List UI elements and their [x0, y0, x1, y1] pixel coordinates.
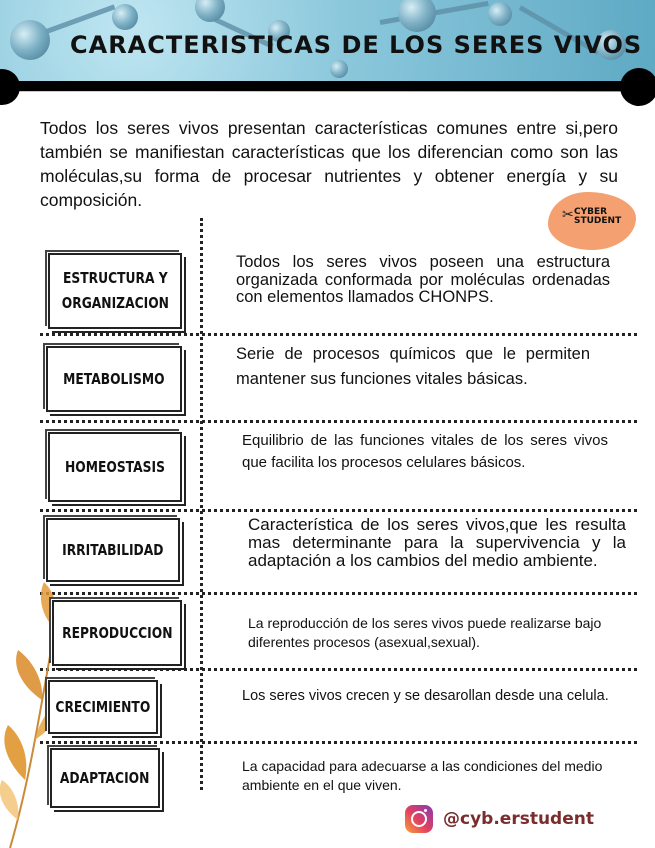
row-label: IRRITABILIDAD: [62, 540, 164, 559]
row-divider: [40, 741, 637, 744]
row-divider: [40, 592, 637, 595]
row-description: Equilibrio de las funciones vitales de los seres vivos que facilita los procesos celulares básicos.: [242, 432, 608, 471]
scissors-icon: ✂: [562, 206, 574, 222]
label-box-adaptacion: [50, 748, 160, 808]
label-box-metabolismo: [46, 346, 182, 412]
row-description: La capacidad para adecuarse a las condiciones del medio ambiente en el que viven.: [242, 758, 603, 793]
intro-paragraph: Todos los seres vivos presentan características comunes entre si,pero también se manifiestan características que los diferencian como son las moléculas,su forma de procesar nutrientes y obtener energía y su composición.: [40, 118, 618, 210]
row-label: ESTRUCTURA Y ORGANIZACION: [61, 269, 169, 312]
molecule-atom: [488, 2, 512, 26]
header-rule: [0, 81, 655, 91]
label-box-homeostasis: [48, 432, 182, 502]
molecule-atom: [112, 4, 138, 30]
cyber-student-badge: [548, 188, 642, 254]
row-label: METABOLISMO: [63, 369, 165, 388]
rule-end-dot-right: [620, 68, 655, 106]
row-description: Los seres vivos crecen y se desarollan desde una celula.: [242, 688, 609, 704]
badge-line1: CYBER: [574, 207, 608, 217]
row-label: ADAPTACION: [60, 768, 150, 787]
instagram-icon[interactable]: [405, 805, 433, 833]
instagram-handle[interactable]: [405, 805, 594, 833]
row-divider: [40, 333, 637, 336]
row-divider: [40, 668, 637, 671]
header-banner: [0, 0, 655, 92]
row-label: CRECIMIENTO: [55, 697, 151, 716]
badge-line2: STUDENT: [574, 216, 622, 226]
page-title: CARACTERISTICAS DE LOS SERES VIVOS: [70, 31, 643, 59]
label-box-crecimiento: [48, 680, 158, 734]
label-box-estructura: [48, 253, 182, 329]
handle-text[interactable]: @cyb.erstudent: [443, 809, 594, 829]
label-box-irritabilidad: [46, 518, 180, 582]
row-description: Todos los seres vivos poseen una estructura organizada conformada por moléculas ordenadas con elementos llamados CHONPS.: [236, 253, 610, 306]
row-divider: [40, 509, 637, 512]
row-label: REPRODUCCION: [61, 623, 173, 642]
badge-text: [574, 208, 621, 226]
row-divider: [40, 420, 637, 423]
row-label: HOMEOSTASIS: [65, 457, 165, 476]
row-description: La reproducción de los seres vivos puede realizarse bajo diferentes procesos (asexual,sexual).: [248, 615, 602, 650]
label-box-reproduccion: [52, 600, 182, 666]
row-description: Característica de los seres vivos,que les resulta mas determinante para la supervivencia y la adaptación a los cambios del medio ambiente.: [248, 515, 626, 570]
vertical-divider: [200, 218, 203, 790]
row-description: Serie de procesos químicos que le permiten mantener sus funciones vitales básicas.: [236, 345, 590, 388]
